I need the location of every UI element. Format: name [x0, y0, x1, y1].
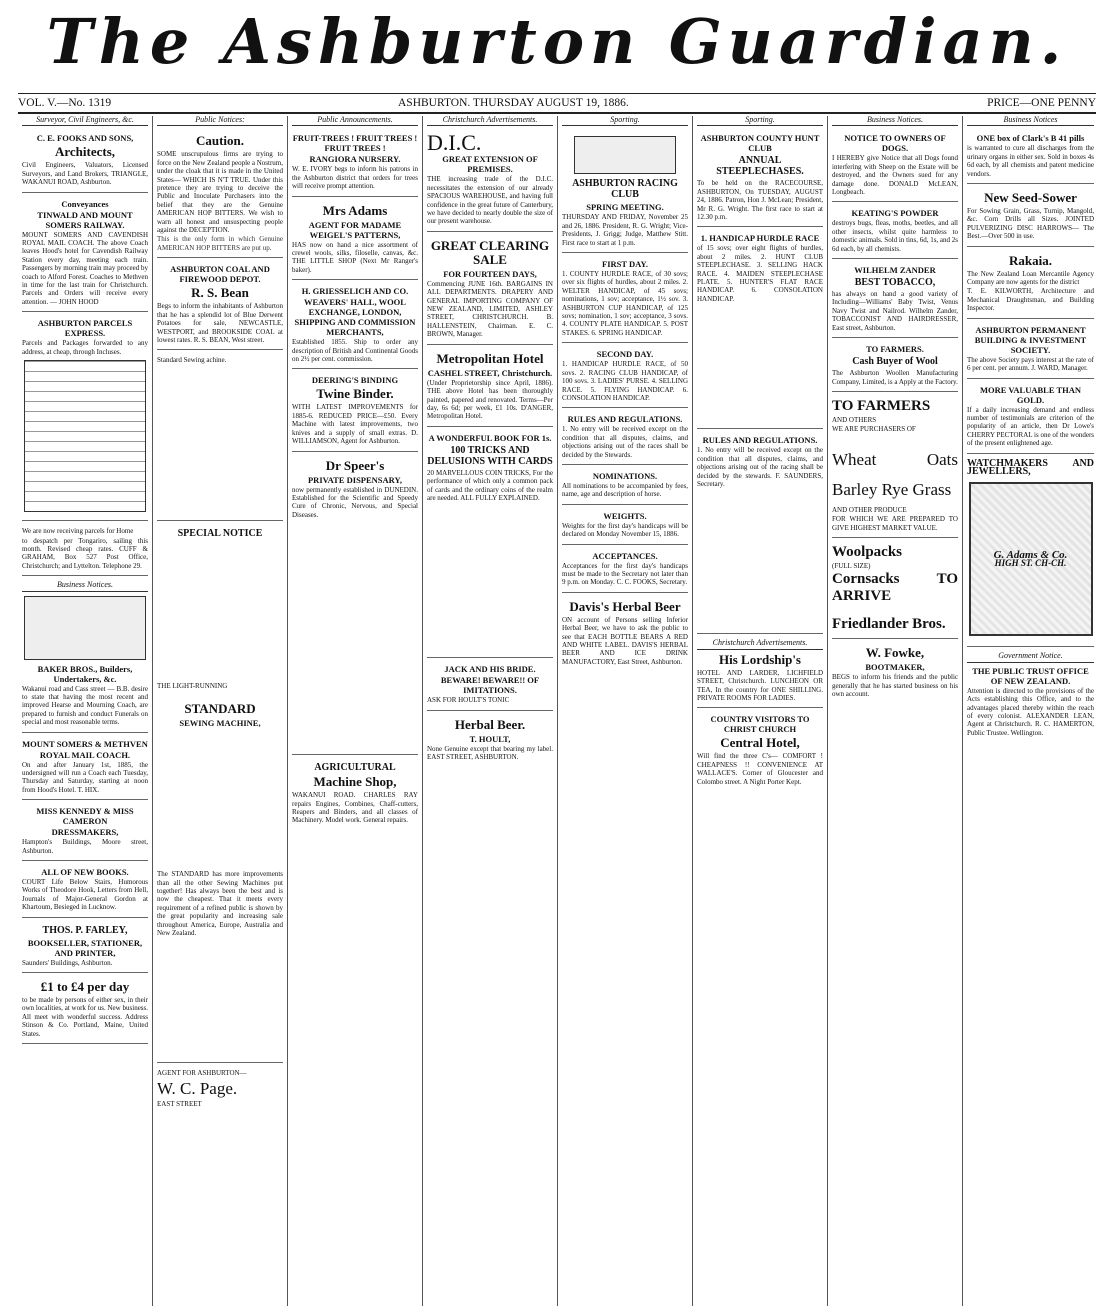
advertisement	[292, 454, 418, 756]
ad-title: GREAT CLEARING SALE	[430, 237, 550, 267]
ad-body: To be held on the RACECOURSE, ASHBURTON, On TUESDAY, AUGUST 24, 1886. Patron, Hon J. McLean; President, Mr R. G. Wright. The first race to start at 12.30 p.m.	[697, 179, 823, 222]
ad-body: None Genuine except that bearing my label. EAST STREET, ASHBURTON.	[427, 744, 553, 762]
advertisement	[22, 863, 148, 918]
ad-subtitle: R. S. Bean	[191, 285, 249, 301]
advertisement	[832, 641, 958, 703]
column-heading: Surveyor, Civil Engineers, &c.	[22, 116, 148, 126]
ad-body: Civil Engineers, Valuators, Licensed Surveyors, and Land Brokers, TRIANGLE, WAKANUI ROAD, Ashburton.	[22, 161, 148, 187]
ad-body: The above Society pays interest at the rate of 6 per cent. per annum. J. WARD, Manager.	[967, 355, 1094, 373]
advertisement	[22, 920, 148, 973]
ad-title: ASHBURTON PERMANENT BUILDING & INVESTMENT SOCIETY.	[974, 324, 1087, 355]
advertisement	[292, 371, 418, 451]
ad-body: WE ARE PURCHASERS OF	[832, 425, 916, 434]
advertisement	[697, 129, 823, 227]
ad-body: All nominations to be accompanied by fees, name, age and description of horse.	[562, 481, 688, 499]
ad-filler: This is the only form in which Genuine AMERICAN HOP BITTERS are put up.	[157, 235, 283, 252]
ad-subtitle: Central Hotel,	[720, 735, 800, 751]
ad-body: BEGS to inform his friends and the public generally that he has started business on his own account.	[832, 673, 958, 699]
ad-title: ONE box of Clark's B 41 pills	[976, 133, 1085, 144]
ad-title: NOTICE TO OWNERS OF DOGS.	[844, 133, 946, 154]
ad-subtitle: Machine Shop,	[313, 774, 397, 790]
advertisement	[22, 195, 148, 313]
ad-title: TO FARMERS	[832, 397, 931, 414]
ad-title: SECOND DAY.	[596, 349, 654, 360]
ad-title: WATCHMAKERS AND JEWELLERS,	[967, 457, 1094, 477]
ad-body: Weights for the first day's handicaps will be declared on Monday November 15, 1886.	[562, 521, 688, 539]
ad-subtitle: WEAVERS' HALL, WOOL EXCHANGE, LONDON, SHIPPING AND COMMISSION MERCHANTS,	[294, 297, 416, 338]
ad-title: MOUNT SOMERS & METHVEN	[22, 738, 148, 749]
advertisement	[22, 523, 148, 576]
advertisement	[562, 410, 688, 465]
ad-filler	[427, 503, 553, 653]
ad-title: KEATING'S POWDER	[851, 208, 939, 219]
ad-body: Will find the three C's— COMFORT ! CHEAPNESS !! CONVENIENCE AT WALLACE'S. Corner of Gloucester and Colombo street. A Night Porter Kept.	[697, 752, 823, 786]
ad-subtitle: SPRING MEETING.	[586, 202, 664, 213]
column-heading: Public Notices:	[157, 116, 283, 126]
seal-name: G. Adams & Co.	[993, 548, 1068, 561]
ad-title: NOMINATIONS.	[592, 470, 658, 481]
advertisement	[697, 229, 823, 429]
ad-title: FRUIT-TREES ! FRUIT TREES ! FRUIT TREES !	[292, 133, 418, 154]
ad-subtitle: FOR FOURTEEN DAYS,	[443, 268, 537, 279]
ad-title: Herbal Beer.	[454, 716, 526, 732]
ad-title: H. GRIESSELICH AND CO.	[301, 286, 409, 297]
column-heading: Sporting.	[562, 116, 688, 126]
ad-subtitle: BEST TOBACCO,	[854, 277, 936, 289]
ad-title: Woolpacks	[832, 543, 903, 560]
ad-body: On and after January 1st, 1885, the undersigned will run a Coach each Tuesday, Thursday and Saturday, starting at noon from Hood's Hotel. T. HIX.	[22, 760, 148, 794]
advertisement	[22, 735, 148, 801]
advertisement	[967, 249, 1094, 319]
column-1	[18, 116, 153, 1306]
ad-title: Business Notices.	[22, 581, 148, 591]
advertisement	[832, 441, 958, 538]
ad-title: Friedlander Bros.	[832, 616, 946, 633]
ad-title: Caution.	[195, 133, 245, 149]
ad-body: 1. No entry will be received except on the condition that all disputes, claims, and objections arising out of the racing shall be decided by the stewards. F. SAUNDERS, Secretary.	[697, 446, 823, 488]
ad-body: SOME unscrupulous firms are trying to force on the New Zealand people a Nostrum, under the cloak that it is made in the United States— WHICH IS N'T TRUE. Under this pretence they are trying to deceive the Public and Inoculate Purchasers into the belief that they are the Genuine AMERICAN HOP BITTERS. We wish to warn all honest and unsuspecting people against the DECEPTION.	[157, 150, 283, 235]
ad-title: ASHBURTON COUNTY HUNT CLUB	[700, 133, 820, 154]
ad-subtitle: AGENT FOR MADAME WEIGEL'S PATTERNS,	[308, 219, 402, 240]
ad-title: D.I.C.	[427, 130, 482, 156]
jewellers-seal	[969, 482, 1093, 636]
advertisement	[157, 697, 283, 1063]
ad-subtitle: THE PUBLIC TRUST OFFICE OF NEW ZEALAND.	[972, 665, 1089, 686]
ad-title: FIRST DAY.	[602, 259, 648, 270]
ad-body: 20 MARVELLOUS COIN TRICKS, For the performance of which only a common pack of cards and the ordinary coins of the realm are needed. ALL FULLY EXPLAINED.	[427, 468, 553, 502]
advertisement	[967, 321, 1094, 379]
advertisement	[157, 352, 283, 520]
advertisement	[427, 347, 553, 427]
column-heading: Sporting.	[697, 116, 823, 126]
ad-title: W. Fowke,	[865, 645, 925, 661]
ad-title: MISS KENNEDY & MISS CAMERON	[36, 806, 134, 827]
ad-subtitle: BOOTMAKER,	[865, 662, 925, 673]
ad-subtitle: The New Zealand Loan Mercantile Agency Company are now agents for the district	[967, 269, 1094, 287]
advertisement	[562, 467, 688, 505]
ad-body: Parcels and Packages forwarded to any address, at cheap, through Incluses.	[22, 339, 148, 356]
ad-subtitle: PRIVATE DISPENSARY,	[307, 474, 402, 485]
blank-space	[157, 729, 283, 869]
ad-subtitle: GREAT EXTENSION OF PREMISES.	[442, 154, 538, 175]
ad-body: EAST STREET	[157, 1099, 202, 1108]
ad-body: FOR WHICH WE ARE PREPARED TO GIVE HIGHEST MARKET VALUE.	[832, 515, 958, 532]
ad-title: TO FARMERS.	[866, 344, 924, 355]
ad-body: to despatch per Tongariro, sailing this month. Revised cheap rates. CUFF & GRAHAM, Box 527 Post Office, Christchurch; and Lyttelton. Telephone 29.	[22, 536, 148, 570]
ad-body: Begs to inform the inhabitants of Ashburton that he has a splendid lot of Blue Derwent Potatoes for sale, NEWCASTLE, WESTPORT, and BROOKSIDE COAL at lowest rates. R. S. BEAN, West street.	[157, 302, 283, 344]
column-8	[963, 116, 1098, 1306]
advertisement	[292, 757, 418, 830]
ad-body: 1. HANDICAP HURDLE RACE, of 50 sovs. 2. RACING CLUB HANDICAP, of 100 sovs. 3. LADIES' PURSE. 4. SELLING RACE. 5. FLYING HANDICAP. 6. CONSOLATION HANDICAP.	[562, 360, 688, 402]
ad-title: New Seed-Sower	[984, 190, 1077, 206]
advertisement	[562, 345, 688, 408]
ad-body: destroys bugs, fleas, moths, beetles, and all other insects, whilst quite harmless to domestic animals. Sold in tins, 6d, 1s, and 2s 6d each, by all chemists.	[832, 219, 958, 253]
ad-subtitle: Cash Buyer of Wool	[852, 356, 938, 368]
advertisement	[427, 129, 553, 231]
ad-filler	[292, 520, 418, 750]
advertisement	[427, 660, 553, 710]
ad-title: RULES AND REGULATIONS.	[702, 435, 818, 446]
ad-title: MORE VALUABLE THAN GOLD.	[979, 384, 1082, 405]
ad-body: HAS now on hand a nice assortment of crewel wools, silks, filoselle, canvas, &c. THE LITTLE SHOP (Next Mr Ranger's baker).	[292, 240, 418, 274]
blank-space	[157, 366, 283, 516]
advertisement	[157, 1065, 283, 1113]
column-5	[558, 116, 693, 1306]
ad-body: WAKANUI ROAD. CHARLES RAY repairs Engines, Combines, Chaff-cutters, Reapers and Binders, and all classes of Machinery. Model work. General repairs.	[292, 791, 418, 825]
ad-subtitle: W. C. Page.	[157, 1078, 238, 1098]
advertisement	[22, 975, 148, 1044]
ad-filler	[697, 489, 823, 629]
advertisement	[832, 261, 958, 338]
advertisement	[697, 431, 823, 634]
advertisement	[427, 429, 553, 659]
ad-body: 1. No entry will be received except on the condition that all disputes, claims, and objections arising out of the races shall be decided by the Stewards.	[562, 425, 688, 459]
advertisement	[832, 394, 958, 439]
ad-body: ASK FOR HOULT'S TONIC	[427, 696, 510, 705]
advertisement	[967, 456, 1094, 648]
ad-subtitle: Architects,	[54, 144, 116, 160]
ad-title: Conveyances	[61, 198, 109, 209]
ad-subtitle: BOOKSELLER, STATIONER, AND PRINTER,	[27, 937, 143, 958]
advertisement	[157, 523, 283, 695]
racehorse-illustration	[574, 136, 676, 174]
place-and-date: ASHBURTON. THURSDAY AUGUST 19, 1886.	[398, 97, 629, 109]
ad-subtitle: AND OTHERS	[832, 415, 877, 424]
advertisement	[967, 129, 1094, 184]
ad-title: C. E. FOOKS AND SONS,	[36, 133, 134, 144]
ad-subtitle: Twine Binder.	[316, 386, 394, 402]
ad-body: Commencing JUNE 16th. BARGAINS IN ALL DEPARTMENTS. DRAPERY AND GENERAL IMPORTING COMPANY OF NEW ZEALAND, LIMITED, ASHLEY STREET, CHRISTCHURCH. B. HALLENSTEIN, Chairman. E. C. BROWN, Manager.	[427, 279, 553, 339]
advertisement	[292, 282, 418, 369]
advertisement	[22, 129, 148, 192]
dateline	[18, 93, 1096, 114]
ad-subtitle: T. HOULT,	[469, 733, 511, 744]
ad-title: JACK AND HIS BRIDE.	[444, 664, 536, 675]
ad-title: AGRICULTURAL	[314, 762, 396, 774]
column-heading: Christchurch Advertisements.	[427, 116, 553, 126]
ad-title: STANDARD	[184, 701, 256, 717]
advertisement	[292, 199, 418, 281]
ad-body: Hampton's Buildings, Moore street, Ashburton.	[22, 838, 148, 855]
ad-body: If a daily increasing demand and endless number of testimonials are criterion of the popularity of an article, then Dr Lowe's CHERRY PECTORAL is one of the wonders of the present enlightened age.	[967, 405, 1094, 448]
ad-title: AGENT FOR ASHBURTON—	[157, 1069, 247, 1078]
advertisement	[562, 255, 688, 343]
advertisement	[427, 234, 553, 345]
horse-carriage-illustration	[24, 596, 146, 660]
blank-space	[157, 541, 283, 681]
ad-title: Metropolitan Hotel	[436, 350, 544, 366]
ad-body: THE LIGHT-RUNNING	[157, 681, 228, 690]
ad-body: is warranted to cure all discharges from the urinary organs in either sex. Sold in boxes 4s 6d each, by all chemists and patent medicine vendors.	[967, 144, 1094, 178]
ad-body: The STANDARD has more improvements than all the other Sewing Machines put together! Has always been the best and is now the cheapest. That it meets every requirement of a refined public is shown by the great popularity and increasing sale throughout America, Europe, Australia and New Zealand.	[157, 870, 283, 937]
ad-body: Saunders' Buildings, Ashburton.	[22, 958, 113, 967]
ad-title: WEIGHTS.	[603, 510, 647, 521]
ad-body: Wakanui road and Cass street — B.B. desire to state that having the most recent and improved Hearse and Mourning Coach, are prepared to furnish and conduct Funerals on special and most reasonable terms.	[22, 684, 148, 727]
column-heading: Public Announcements.	[292, 116, 418, 126]
ad-subtitle: CASHEL STREET, Christchurch.	[427, 367, 553, 378]
volume-number: VOL. V.—No. 1319	[18, 97, 112, 109]
column-6	[693, 116, 828, 1306]
column-2	[153, 116, 288, 1306]
ad-title: A WONDERFUL BOOK FOR 1s.	[428, 432, 552, 443]
ad-title: DEERING'S BINDING	[311, 375, 399, 386]
advertisement	[22, 314, 148, 521]
ad-title: ASHBURTON COAL AND FIREWOOD DEPOT.	[170, 264, 270, 285]
advertisement	[292, 129, 418, 196]
blank-space	[157, 938, 283, 1058]
ad-title: ASHBURTON PARCELS EXPRESS.	[37, 318, 133, 339]
seal-address: HIGH ST. CH-CH.	[994, 558, 1067, 569]
ad-subtitle: 100 TRICKS AND DELUSIONS WITH CARDS	[427, 444, 553, 467]
ad-title: £1 to £4 per day	[40, 979, 130, 995]
ad-body: of 15 sovs; over eight flights of hurdles, about 2 miles. 2. HUNT CLUB STEEPLECHASE. 3. SELLING HACK RACE. 4. MAIDEN STEEPLECHASE PLATE. 5. HUNTER'S FLAT RACE HANDICAP. 6. CONSOLATION HANDICAP.	[697, 244, 823, 303]
ad-body: now permanently established in DUNEDIN. Established for the Scientific and Speedy Cure of Chronic, Nervous, and Special Diseases.	[292, 485, 418, 519]
advertisement	[967, 381, 1094, 454]
column-7	[828, 116, 963, 1306]
column-heading: Business Notices	[967, 116, 1094, 126]
advertisement	[157, 260, 283, 350]
ad-subtitle: RANGIORA NURSERY.	[309, 154, 401, 165]
advertisement	[562, 129, 688, 253]
newspaper-title: The Ashburton Guardian.	[46, 5, 1068, 78]
ad-title: ACCEPTANCES.	[592, 550, 658, 561]
ad-title: RULES AND REGULATIONS.	[567, 414, 683, 425]
ad-title: Wheat Oats Barley Rye Grass	[832, 449, 958, 499]
ad-title: Mrs Adams	[322, 202, 388, 218]
column-heading: Business Notices.	[832, 116, 958, 126]
advertisement	[697, 636, 823, 708]
ad-body: Attention is directed to the provisions of the Acts establishing this Office, and to the advantages placed thereby within the reach of every colonist. ALEXANDER LEAN, Agent at Christchurch. R. C. HAMERTON, Public Trustee. Wellington.	[967, 686, 1094, 737]
ad-subtitle: AND OTHER PRODUCE	[832, 505, 907, 514]
ad-subtitle: TINWALD AND MOUNT SOMERS RAILWAY.	[37, 209, 133, 230]
advertisement	[157, 129, 283, 258]
advertisement	[22, 802, 148, 861]
ad-body: 1. COUNTY HURDLE RACE, of 30 sovs; over six flights of hurdles, about 2 miles. 2. WELTER HANDICAP, of 45 sovs; nominations, 1 sov; acceptance, 1½ sov. 3. ASHBURTON CUP HANDICAP, of 125 sovs; nomination, 1 sov; acceptance, 3 sovs. 4. COUNTY PLATE HANDICAP. 5. POST STAKES. 6. SPRING HANDICAP.	[562, 270, 688, 337]
advertisement	[832, 129, 958, 202]
ad-body: (Under Proprietorship since April, 1886). THE above Hotel has been thoroughly painted, papered and renovated. Terms—Per day, 6s 6d; per week, £1 10s. D'ANGER, Metropolitan Hotel.	[427, 378, 553, 421]
ad-subtitle: SEWING MACHINE,	[179, 718, 261, 729]
column-4	[423, 116, 558, 1306]
ad-body: THE increasing trade of the D.I.C. necessitates the extension of our already SPACIOUS WAREHOUSE, and having full confidence in the great future of Canterbury, we have decided to nearly double the size of our present warehouse.	[427, 175, 553, 226]
ad-title: ALL OF NEW BOOKS.	[41, 867, 129, 877]
advertisement	[832, 204, 958, 259]
ad-filler	[697, 304, 823, 424]
ad-title: ASHBURTON RACING CLUB	[572, 178, 678, 201]
ad-body: has always on hand a good variety of Including—Williams' Baby Twist, Venus Navy Twist and Nailrod. Wilhelm Zander, TOBACCONIST AND HAIRDRESSER, East street, Ashburton.	[832, 290, 958, 332]
ad-body: ON account of Persons selling Inferior Herbal Beer, we have to ask the public to see that EACH BOTTLE BEARS A RED AND WHITE LABEL. DAVIS'S HERBAL BEER AND ICE DRINK MANUFACTORY, East Street, Ashburton.	[562, 615, 688, 666]
ad-body: THURSDAY AND FRIDAY, November 25 and 26, 1886. President, R. G. Wright; Vice-Presidents, J. Grigg; Judge, Matthew Stitt. First race to start at 1 p.m.	[562, 213, 688, 247]
ad-subtitle: BEWARE! BEWARE!! OF IMITATIONS.	[440, 675, 540, 696]
ad-body: Cornsacks TO ARRIVE	[832, 571, 958, 605]
column-3	[288, 116, 423, 1306]
ad-body: For Sowing Grain, Grass, Turnip, Mangold, &c. Corn Drills all Sizes. JOINTED PULVERIZING DISC HARROWS— The Best.—Over 500 in use.	[967, 207, 1094, 241]
ad-title: WILHELM ZANDER	[854, 265, 936, 276]
ad-title: We are now receiving parcels for Home	[22, 527, 134, 536]
masthead	[0, 0, 1114, 92]
ad-subtitle: ROYAL MAIL COACH.	[39, 749, 131, 760]
ad-body: Established 1855. Ship to order any description of British and Continental Goods on 2½ per cent. commission.	[292, 338, 418, 364]
ad-title: Christchurch Advertisements.	[697, 639, 823, 649]
ad-subtitle: BAKER BROS., Builders, Undertakers, &c.	[37, 663, 133, 684]
ad-title: Davis's Herbal Beer	[569, 598, 681, 614]
advertisement	[697, 710, 823, 791]
ad-title: Standard Sewing achine.	[157, 356, 227, 365]
ad-body: MOUNT SOMERS AND CAVENDISH ROYAL MAIL COACH. The above Coach leaves Hood's hotel for Cavendish Railway Station every day, meeting each train. Passengers by morning train may proceed by coach to Alford Forest. Coaches to Methven in time for the last train for Christchurch. Parcels and Orders will receive every attention. — JOHN HOOD	[22, 230, 148, 306]
advertisement	[427, 713, 553, 767]
ad-body: WITH LATEST IMPROVEMENTS for 1885-6. REDUCED PRICE—£50. Every Machine with latest improvements, two knives and a supply of small extras. D. WILLIAMSON, Agent for Ashburton.	[292, 403, 418, 446]
parcel-rates-table	[24, 360, 146, 512]
ad-title: COUNTRY VISITORS TO CHRIST CHURCH	[710, 714, 810, 735]
ad-body: COURT Life Below Stairs, Humorous Works of Theodore Hook, Letters from Hell, Journals of Major-General Gordon at Khartoum, Besieged in Lucknow.	[22, 878, 148, 912]
ad-subtitle: His Lordship's	[718, 651, 801, 667]
ad-subtitle: DRESSMAKERS,	[51, 827, 119, 838]
ad-body: to be made by persons of either sex, in their own localities, at work for us. New business. All meet with wonderful success. Address Stinson & Co. Portland, Maine, United States.	[22, 996, 148, 1038]
advertisement	[967, 186, 1094, 247]
ad-title: 1. HANDICAP HURDLE RACE	[700, 233, 820, 244]
ad-title: THOS. P. FARLEY,	[42, 924, 128, 936]
ad-body: Acceptances for the first day's handicaps must be made to the Secretary not later than 9 p.m. on Monday. C. C. FOOKS, Secretary.	[562, 561, 688, 587]
advertisement	[832, 540, 958, 610]
ad-body: The Ashburton Woollen Manufacturing Company, Limited, is a Apply at the Factory.	[832, 369, 958, 386]
ad-title: SPECIAL NOTICE	[177, 527, 263, 539]
ad-title: Rakaia.	[1009, 252, 1052, 268]
ad-title: Government Notice.	[967, 652, 1094, 662]
ad-body: T. E. KILWORTH, Architecture and Mechanical Draughtsman, and Building Inspector.	[967, 287, 1094, 313]
ad-subtitle: ANNUAL STEEPLECHASES.	[716, 155, 804, 178]
columns	[18, 116, 1098, 1306]
advertisement	[562, 547, 688, 593]
advertisement	[22, 578, 148, 732]
ad-body: HOTEL AND LARDER, LICHFIELD STREET, Christchurch. LUNCHEON OR TEA, In the country for ONE SHILLING. PRIVATE ROOMS FOR LADIES.	[697, 668, 823, 702]
advertisement	[967, 649, 1094, 742]
ad-body: W. E. IVORY begs to inform his patrons in the Ashburton district that orders for trees will receive prompt attention.	[292, 165, 418, 191]
advertisement	[832, 612, 958, 639]
advertisement	[562, 595, 688, 671]
ad-body: I HEREBY give Notice that all Dogs found interfering with Sheep on the Estate will be destroyed, and the Owners sued for any damage done. DONALD McLEAN, Longbeach.	[832, 154, 958, 197]
advertisement	[562, 507, 688, 545]
price: PRICE—ONE PENNY	[987, 97, 1096, 109]
ad-title: Dr Speer's	[325, 457, 385, 473]
advertisement	[832, 340, 958, 392]
ad-subtitle: (FULL SIZE)	[832, 561, 871, 570]
